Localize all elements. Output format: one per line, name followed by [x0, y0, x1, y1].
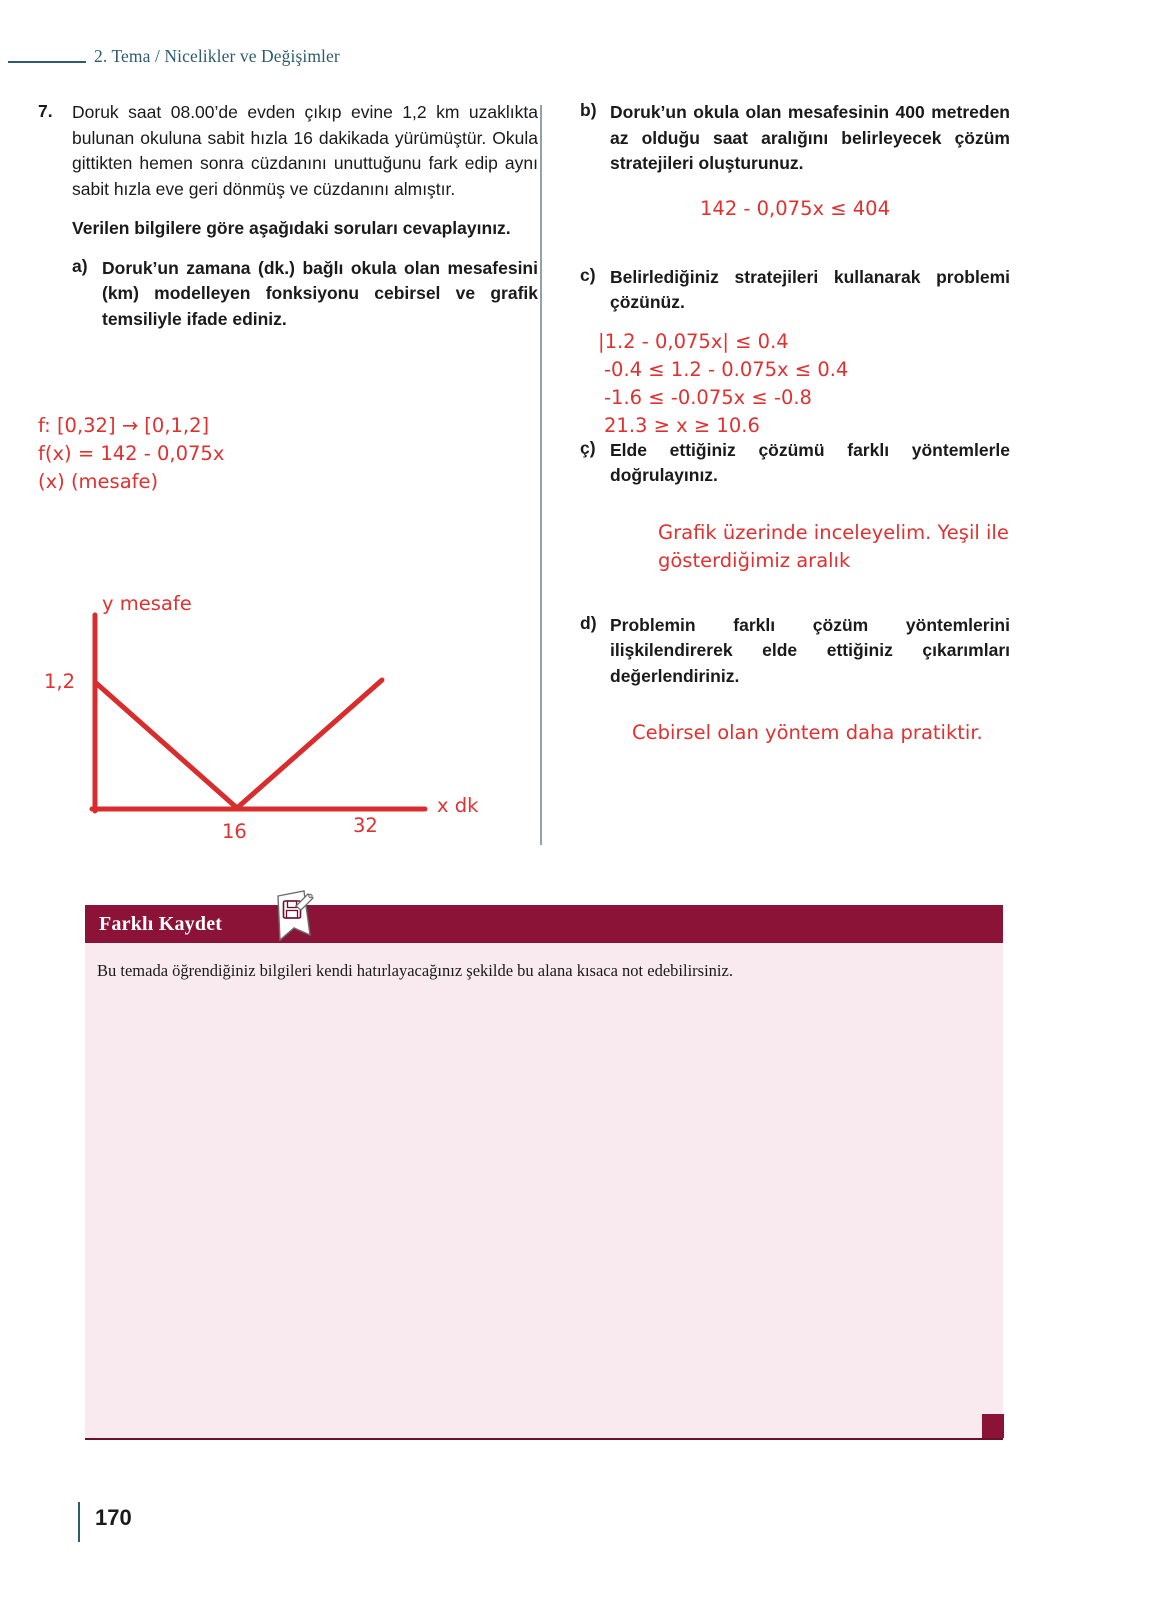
part-c-label: c) [580, 264, 596, 285]
graph-line-ascending [237, 680, 382, 808]
left-column [38, 100, 538, 332]
annotation-part-d: Cebirsel olan yöntem daha pratiktir. [632, 721, 983, 744]
annotation-part-cc: Grafik üzerinde inceleyelim. Yeşil ile gösterdiğimiz aralık [658, 520, 1009, 572]
question-part-cc [580, 438, 1010, 489]
annotation-part-c [580, 328, 1010, 440]
question-part-d [580, 613, 1010, 690]
annotation-part-c-line-3: -1.6 ≤ -0.075x ≤ -0.8 [604, 385, 812, 409]
note-box-instruction: Bu temada öğrendiğiniz bilgileri kendi hatırlayacağınız şekilde bu alana kısaca not edebilirsiniz. [97, 961, 733, 980]
annotation-part-c-line-2: -0.4 ≤ 1.2 - 0.075x ≤ 0.4 [604, 357, 849, 381]
running-head [0, 46, 420, 76]
part-b-text: Doruk’un okula olan mesafesinin 400 metreden az olduğu saat aralığını belirleyecek çözüm stratejileri oluşturunuz. [610, 102, 1010, 173]
question-part-c [580, 265, 1010, 316]
running-head-text: 2. Tema / Nicelikler ve Değişimler [94, 46, 340, 66]
annotation-part-a-line-1: f: [0,32] → [0,1,2] [38, 414, 210, 437]
pen-tip [309, 894, 312, 897]
x-axis-label: x dk [437, 794, 479, 817]
footer-rule [78, 1502, 80, 1542]
part-a-text: Doruk’un zamana (dk.) bağlı okula olan mesafesini (km) modelleyen fonksiyonu cebirsel ve grafik temsiliyle ifade ediniz. [102, 257, 538, 329]
part-d-text: Problemin farklı çözüm yöntemlerini ilişkilendirerek elde ettiğiniz çıkarımları değerlendiriniz. [610, 614, 1010, 686]
right-column [580, 100, 1010, 747]
note-box [85, 905, 1003, 1440]
note-box-header [85, 905, 1003, 943]
note-box-title: Farklı Kaydet [99, 912, 223, 935]
annotation-part-a-line-3: (x) (mesafe) [38, 470, 159, 493]
x-tick-label-32: 32 [353, 814, 378, 837]
column-divider [540, 105, 542, 845]
question-paragraph: Doruk saat 08.00’de evden çıkıp evine 1,2 km uzaklıkta bulunan okuluna sabit hızla 16 dakikada yürümüştür. Okula gittikten hemen sonra cüzdanını unuttuğunu fark edip aynı sabit hızla eve geri dönmüş ve cüzdanını almıştır. [72, 102, 538, 199]
y-tick-label-1: 1,2 [44, 670, 76, 693]
note-box-body[interactable] [85, 943, 1003, 1440]
question-7 [38, 100, 538, 332]
annotation-part-c-line-1: |1.2 - 0,075x| ≤ 0.4 [598, 329, 789, 353]
question-part-a [72, 256, 538, 333]
question-body [72, 100, 538, 332]
note-box-corner-tab [982, 1414, 1004, 1438]
annotation-part-b: 142 - 0,075x ≤ 404 [700, 196, 890, 220]
annotation-part-a-line-2: f(x) = 142 - 0,075x [38, 442, 225, 465]
distance-time-graph [30, 575, 540, 860]
annotation-part-c-line-4: 21.3 ≥ x ≥ 10.6 [604, 413, 760, 437]
running-head-rule [8, 61, 86, 63]
page-number: 170 [95, 1505, 132, 1530]
page-footer [78, 1500, 278, 1546]
graph-svg [30, 575, 540, 860]
annotation-part-a [38, 412, 368, 496]
part-cc-text: Elde ettiğiniz çözümü farklı yöntemlerle doğrulayınız. [610, 439, 1010, 485]
part-cc-label: ç) [580, 437, 596, 458]
graph-line-descending [96, 683, 237, 808]
part-c-text: Belirlediğiniz stratejileri kullanarak problemi çözünüz. [610, 266, 1010, 312]
part-d-label: d) [580, 612, 597, 633]
y-axis-label: y mesafe [102, 592, 192, 615]
question-number: 7. [38, 101, 53, 121]
x-tick-label-16: 16 [222, 820, 247, 843]
part-a-label: a) [72, 255, 88, 276]
question-instruction: Verilen bilgilere göre aşağıdaki soruları cevaplayınız. [72, 218, 511, 238]
part-b-label: b) [580, 100, 597, 120]
question-part-b [580, 100, 1010, 177]
